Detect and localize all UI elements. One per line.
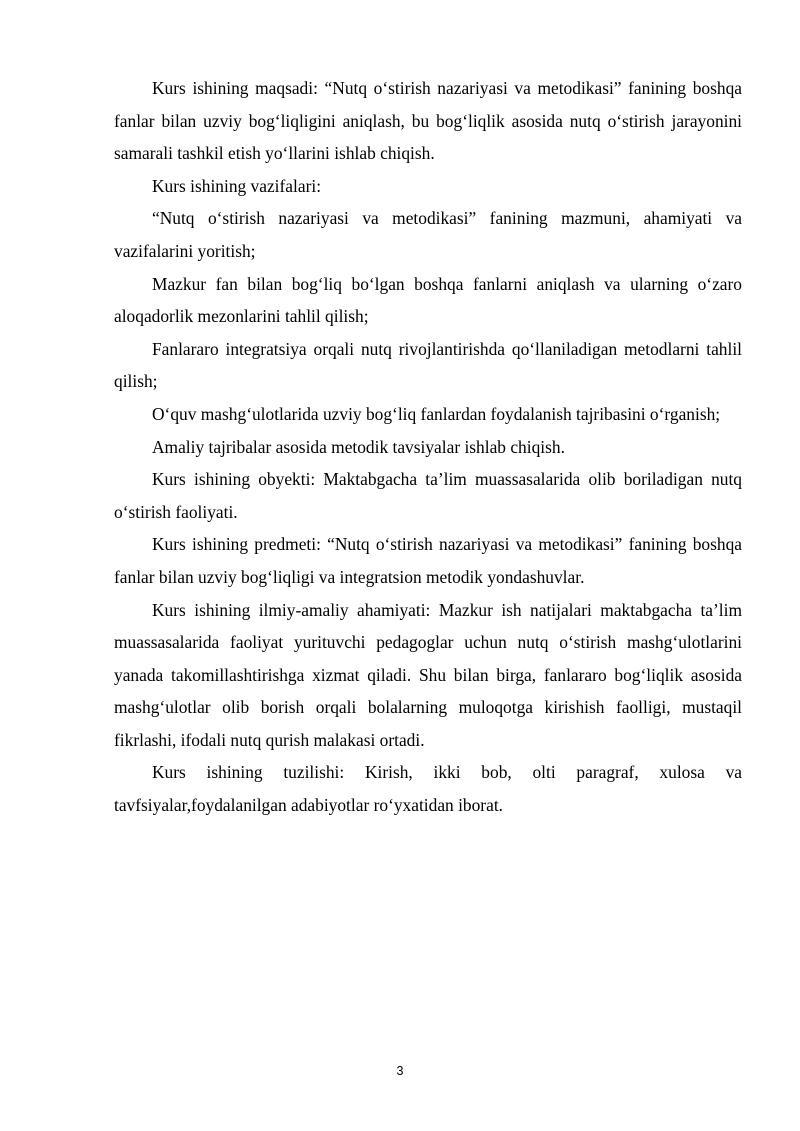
paragraph-structure: Kurs ishining tuzilishi: Kirish, ikki bob, olti paragraf, xulosa va tavfsiyalar,foydalanilgan adabiyotlar ro‘yxatidan iborat. <box>114 762 742 816</box>
paragraph-task-2: Mazkur fan bilan bog‘liq bo‘lgan boshqa fanlarni aniqlash va ularning o‘zaro aloqadorlik mezonlarini tahlil qilish; <box>114 273 742 327</box>
page-number: 3 <box>396 1064 404 1078</box>
paragraph-significance: Kurs ishining ilmiy-amaliy ahamiyati: Mazkur ish natijalari maktabgacha ta’lim muassasalarida faoliyat yurituvchi pedagoglar uchun nutq o‘stirish mashg‘ulotlarini yanada takomillashtirishga xizmat qiladi. Shu bilan birga, fanlararo bog‘liqlik asosida mashg‘ulotlar olib borish orqali bolalarning muloqotga kirishish faolligi, mustaqil fikrlashi, ifodali nutq qurish malakasi ortadi. <box>114 599 742 750</box>
paragraph-object: Kurs ishining obyekti: Maktabgacha ta’lim muassasalarida olib boriladigan nutq o‘stirish faoliyati. <box>114 469 742 522</box>
paragraph-task-4: O‘quv mashg‘ulotlarida uzviy bog‘liq fanlardan foydalanish tajribasini o‘rganish; <box>152 403 721 424</box>
paragraph-subject: Kurs ishining predmeti: “Nutq o‘stirish nazariyasi va metodikasi” fanining boshqa fanlar bilan uzviy bog‘liqligi va integratsion metodik yondashuvlar. <box>114 534 742 587</box>
paragraph-task-1: “Nutq o‘stirish nazariyasi va metodikasi” fanining mazmuni, ahamiyati va vazifalarini yoritish; <box>114 208 742 261</box>
paragraph-task-3: Fanlararo integratsiya orqali nutq rivojlantirishda qo‘llaniladigan metodlarni tahlil qilish; <box>114 338 742 392</box>
paragraph-tasks-heading: Kurs ishining vazifalari: <box>152 175 322 196</box>
document-page <box>114 72 742 822</box>
paragraph-task-5: Amaliy tajribalar asosida metodik tavsiyalar ishlab chiqish. <box>152 436 565 457</box>
paragraph-goal: Kurs ishining maqsadi: “Nutq o‘stirish nazariyasi va metodikasi” fanining boshqa fanlar bilan uzviy bog‘liqligini aniqlash, bu bog‘liqlik asosida nutq o‘stirish jarayonini samarali tashkil etish yo‘llarini ishlab chiqish. <box>114 78 742 164</box>
